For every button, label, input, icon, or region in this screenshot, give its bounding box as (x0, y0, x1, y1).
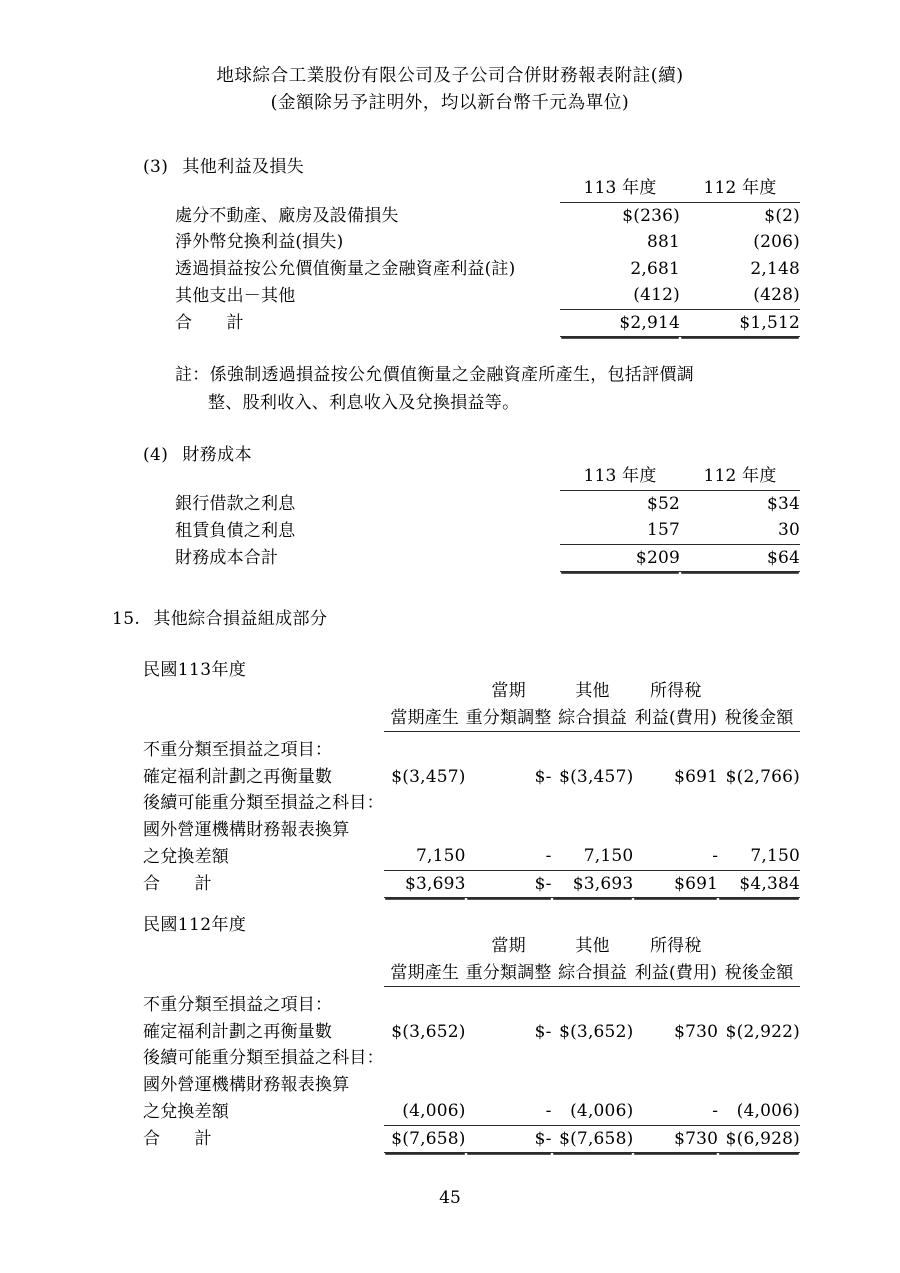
oci-113-table (143, 678, 800, 898)
row-label: 之兌換差額 (143, 1101, 229, 1122)
group-label: 不重分類至損益之項目： (143, 740, 333, 761)
row-label: 處分不動產、廠房及設備損失 (175, 205, 399, 226)
col-header-112: 112 年度 (680, 463, 800, 490)
row-value (718, 817, 800, 844)
row-value: $(3,652) (559, 1021, 634, 1042)
row-value: $(3,652) (391, 1021, 466, 1042)
total-value: $- (466, 1125, 552, 1153)
col-header-top-3: 其他 (575, 936, 610, 956)
row-value (384, 1072, 466, 1099)
table-row (143, 1072, 800, 1099)
col-header-top-5 (718, 933, 800, 960)
table-row (175, 256, 800, 283)
table-total-row (143, 870, 800, 898)
table-row (143, 1098, 800, 1125)
col-header-4: 利益(費用) (633, 960, 718, 987)
total-value: $1,512 (680, 309, 800, 337)
table-group-label-row (143, 1045, 800, 1072)
col-header-4: 利益(費用) (633, 705, 718, 732)
row-value (718, 1072, 800, 1099)
row-value: $730 (674, 1021, 719, 1042)
col-header-3: 綜合損益 (552, 705, 634, 732)
col-header-top-1 (384, 678, 466, 705)
table-row (143, 843, 800, 870)
col-header-3: 綜合損益 (552, 960, 634, 987)
row-value (552, 817, 634, 844)
table-total-row (175, 309, 800, 337)
row-value: (4,006) (718, 1098, 800, 1125)
row-value: $(236) (622, 205, 680, 226)
col-header-1: 當期產生 (384, 960, 466, 987)
other-gains-losses-table (175, 175, 800, 337)
row-value: 2,681 (630, 258, 680, 279)
total-label: 合 計 (143, 874, 212, 895)
col-header-1: 當期產生 (384, 705, 466, 732)
row-value (633, 817, 718, 844)
row-value: $(2,922) (725, 1021, 800, 1042)
page-number: 45 (439, 1188, 461, 1208)
total-label: 合 計 (175, 313, 244, 334)
row-value: 881 (646, 232, 680, 253)
row-value (552, 1072, 634, 1099)
row-value (384, 817, 466, 844)
row-value: 2,148 (750, 258, 800, 279)
row-label: 國外營運機構財務報表換算 (143, 1074, 350, 1095)
row-value: $(3,457) (391, 766, 466, 787)
row-value: (412) (560, 282, 680, 309)
col-header-2: 重分類調整 (466, 960, 552, 987)
row-label: 確定福利計劃之再衡量數 (143, 1021, 333, 1042)
row-value: 7,150 (384, 843, 466, 870)
table-header-row-bottom (143, 705, 800, 732)
table-row (175, 517, 800, 544)
group-label: 後續可能重分類至損益之科目： (143, 1048, 384, 1069)
total-value: $(6,928) (718, 1125, 800, 1153)
row-value: (428) (680, 282, 800, 309)
table-row (175, 282, 800, 309)
total-label: 財務成本合計 (175, 548, 279, 569)
table-group-label-row (143, 992, 800, 1019)
col-header-113: 113 年度 (560, 175, 680, 202)
row-label: 確定福利計劃之再衡量數 (143, 766, 333, 787)
table-header-row (175, 463, 800, 490)
footnote-line-2: 整、股利收入、利息收入及兌換損益等。 (208, 392, 520, 413)
table-header-row-bottom (143, 960, 800, 987)
section-3-number: (3) (143, 157, 169, 177)
oci-112-caption: 民國112年度 (143, 915, 247, 935)
total-value: $4,384 (718, 870, 800, 898)
row-value: - (466, 1098, 552, 1125)
row-label: 之兌換差額 (143, 846, 229, 867)
row-value: (4,006) (384, 1098, 466, 1125)
row-value: 157 (560, 517, 680, 544)
table-row (175, 202, 800, 229)
table-total-row (175, 544, 800, 572)
header-units-line: (金額除另予註明外，均以新台幣千元為單位) (270, 92, 630, 113)
row-label: 國外營運機構財務報表換算 (143, 819, 350, 840)
row-value (466, 1072, 552, 1099)
row-label: 透過損益按公允價值衡量之金融資產利益(註) (175, 258, 516, 279)
finance-costs-table (175, 463, 800, 572)
row-value: $(3,457) (559, 766, 634, 787)
footnote-line-1: 註：係強制透過損益按公允價值衡量之金融資產所產生，包括評價調 (175, 365, 694, 385)
row-value: (206) (753, 232, 800, 253)
table-row (143, 817, 800, 844)
col-header-5: 稅後金額 (718, 960, 800, 987)
row-label: 其他支出－其他 (175, 285, 296, 306)
table-header-row-top (143, 933, 800, 960)
total-value: $730 (633, 1125, 718, 1153)
section-4-title: 財務成本 (182, 445, 252, 465)
header-company-line: 地球綜合工業股份有限公司及子公司合併財務報表附註(續) (216, 66, 684, 86)
row-value: $34 (766, 493, 800, 514)
row-value: $691 (674, 766, 719, 787)
row-value: $- (534, 1021, 552, 1042)
row-label: 淨外幣兌換利益(損失) (175, 232, 344, 253)
col-header-113: 113 年度 (560, 463, 680, 490)
table-group-label-row (143, 737, 800, 764)
group-label: 後續可能重分類至損益之科目： (143, 793, 384, 814)
section-4-heading (143, 440, 252, 465)
total-value: $2,914 (560, 309, 680, 337)
row-value: 30 (680, 517, 800, 544)
section-15-heading (112, 604, 327, 629)
total-value: $(7,658) (552, 1125, 634, 1153)
row-value: 7,150 (552, 843, 634, 870)
table-row (175, 229, 800, 256)
col-header-top-2: 當期 (491, 681, 526, 701)
section-4-number: (4) (143, 445, 169, 465)
total-value: $3,693 (384, 870, 466, 898)
table-row (143, 764, 800, 791)
row-label: 租賃負債之利息 (175, 520, 296, 541)
row-value: - (633, 1098, 718, 1125)
total-value: $209 (560, 544, 680, 572)
row-value: $52 (646, 493, 680, 514)
col-header-5: 稅後金額 (718, 705, 800, 732)
row-value: 7,150 (718, 843, 800, 870)
section-3-heading (143, 152, 304, 177)
row-value: $- (534, 766, 552, 787)
oci-112-table (143, 933, 800, 1153)
col-header-top-1 (384, 933, 466, 960)
col-header-top-4: 所得稅 (649, 936, 702, 956)
table-row (175, 490, 800, 517)
row-value: $(2,766) (725, 766, 800, 787)
section-15-title: 其他綜合損益組成部分 (153, 609, 328, 629)
total-value: $- (466, 870, 552, 898)
total-value: $64 (680, 544, 800, 572)
row-value: - (633, 843, 718, 870)
row-value: (4,006) (552, 1098, 634, 1125)
footnote-paragraph (175, 362, 694, 417)
row-value (466, 817, 552, 844)
col-header-112: 112 年度 (680, 175, 800, 202)
total-value: $3,693 (552, 870, 634, 898)
group-label: 不重分類至損益之項目： (143, 995, 333, 1016)
row-value (633, 1072, 718, 1099)
col-header-top-2: 當期 (491, 936, 526, 956)
total-label: 合 計 (143, 1129, 212, 1150)
document-header (0, 63, 900, 116)
row-value: $(2) (764, 205, 800, 226)
table-header-row-top (143, 678, 800, 705)
table-total-row (143, 1125, 800, 1153)
col-header-top-5 (718, 678, 800, 705)
table-row (143, 1019, 800, 1046)
row-label: 銀行借款之利息 (175, 493, 296, 514)
col-header-top-4: 所得稅 (649, 681, 702, 701)
total-value: $691 (633, 870, 718, 898)
row-value: - (466, 843, 552, 870)
section-3-title: 其他利益及損失 (182, 157, 305, 177)
col-header-2: 重分類調整 (466, 705, 552, 732)
table-group-label-row (143, 790, 800, 817)
table-header-row (175, 175, 800, 202)
col-header-top-3: 其他 (575, 681, 610, 701)
oci-113-caption: 民國113年度 (143, 660, 247, 680)
section-15-number: 15. (112, 609, 141, 629)
total-value: $(7,658) (384, 1125, 466, 1153)
